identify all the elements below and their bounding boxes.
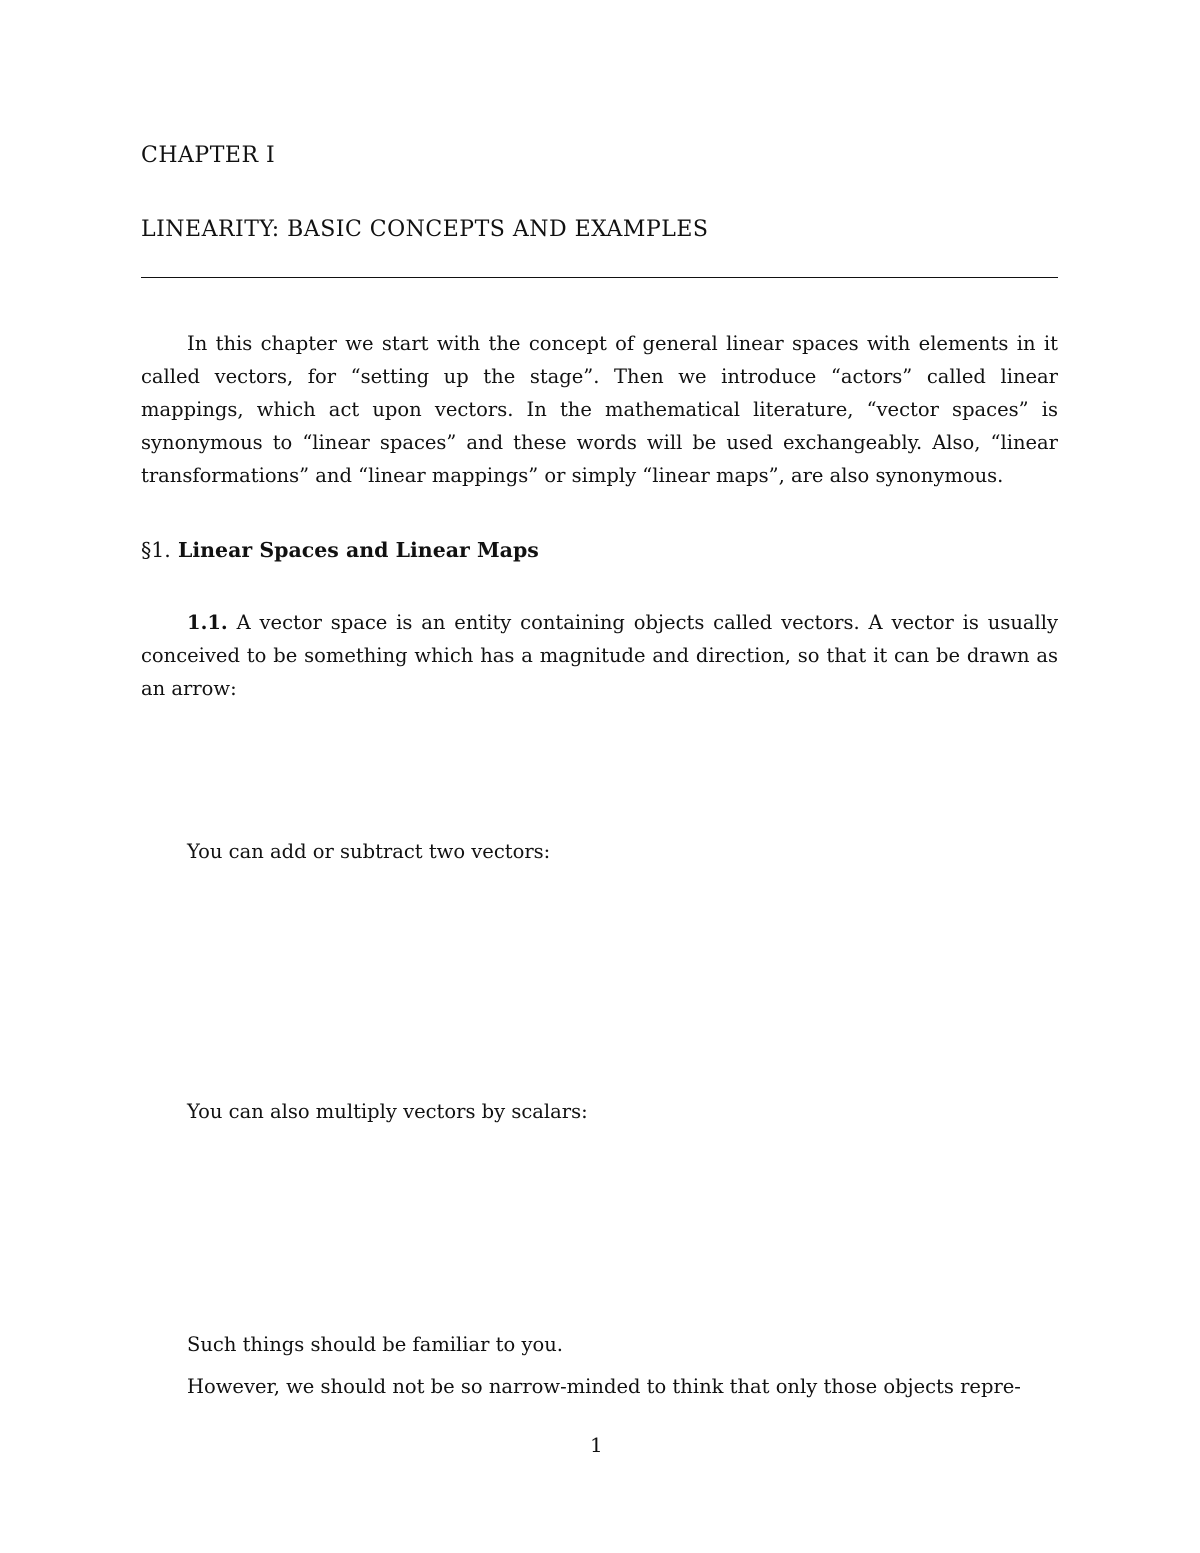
add-vectors-line: You can add or subtract two vectors: xyxy=(187,840,551,863)
section-title: Linear Spaces and Linear Maps xyxy=(177,538,539,562)
multiply-vectors-line: You can also multiply vectors by scalars: xyxy=(187,1100,588,1123)
paragraph-number: 1.1. xyxy=(187,611,228,634)
section-number: §1. xyxy=(141,538,171,562)
chapter-label: CHAPTER I xyxy=(141,143,276,168)
page-number: 1 xyxy=(590,1433,603,1457)
familiar-line: Such things should be familiar to you. xyxy=(187,1333,563,1356)
paragraph-text: A vector space is an entity containing objects called vectors. A vector is usually conceived to be something which has a magnitude and direction, so that it can be drawn as an arrow: xyxy=(141,611,1058,700)
however-line: However, we should not be so narrow-minded to think that only those objects repre- xyxy=(187,1375,1021,1398)
chapter-title: LINEARITY: BASIC CONCEPTS AND EXAMPLES xyxy=(141,217,709,242)
intro-paragraph: In this chapter we start with the concept of general linear spaces with elements in it called vectors, for “setting up the stage”. Then we introduce “actors” called linear mappings, which act upon vectors. In the mathematical literature, “vector spaces” is synonymous to “linear spaces” and these words will be used exchangeably. Also, “linear transformations” and “linear mappings” or simply “linear maps”, are also synonymous. xyxy=(141,332,1058,487)
paragraph-1-1 xyxy=(141,606,1058,705)
section-heading xyxy=(141,538,539,562)
horizontal-rule xyxy=(141,277,1058,278)
